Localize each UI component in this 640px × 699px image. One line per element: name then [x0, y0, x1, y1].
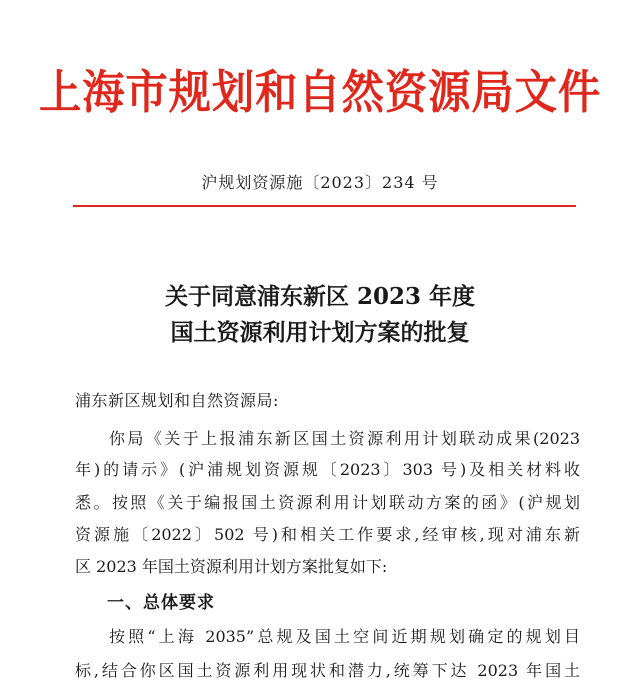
document-title-line-2: 国土资源利用计划方案的批复	[170, 319, 470, 346]
section-heading-general-requirements: 一、总体要求	[107, 593, 215, 613]
red-divider-line	[73, 205, 576, 207]
section-line-1: 按照“上海 2035”总规及国土空间近期规划确定的规划目	[109, 627, 580, 646]
body-line-5: 区 2023 年国土资源利用计划方案批复如下:	[75, 557, 388, 576]
issuer-heading: 上海市规划和自然资源局文件	[38, 65, 602, 119]
body-line-4: 资源施〔2022〕502 号)和相关工作要求,经审核,现对浦东新	[75, 525, 580, 544]
addressee: 浦东新区规划和自然资源局:	[75, 391, 279, 410]
section-line-2: 标,结合你区国土资源利用现状和潜力,统筹下达 2023 年国土	[75, 661, 580, 680]
document-number: 沪规划资源施〔2023〕234 号	[201, 173, 439, 192]
document-title-line-1: 关于同意浦东新区 2023 年度	[164, 283, 476, 310]
body-line-1: 你局《关于上报浦东新区国土资源利用计划联动成果(2023	[109, 429, 580, 448]
body-line-3: 悉。按照《关于编报国土资源利用计划联动方案的函》(沪规划	[75, 493, 580, 512]
body-line-2: 年)的请示》(沪浦规划资源规〔2023〕303 号)及相关材料收	[75, 460, 580, 479]
